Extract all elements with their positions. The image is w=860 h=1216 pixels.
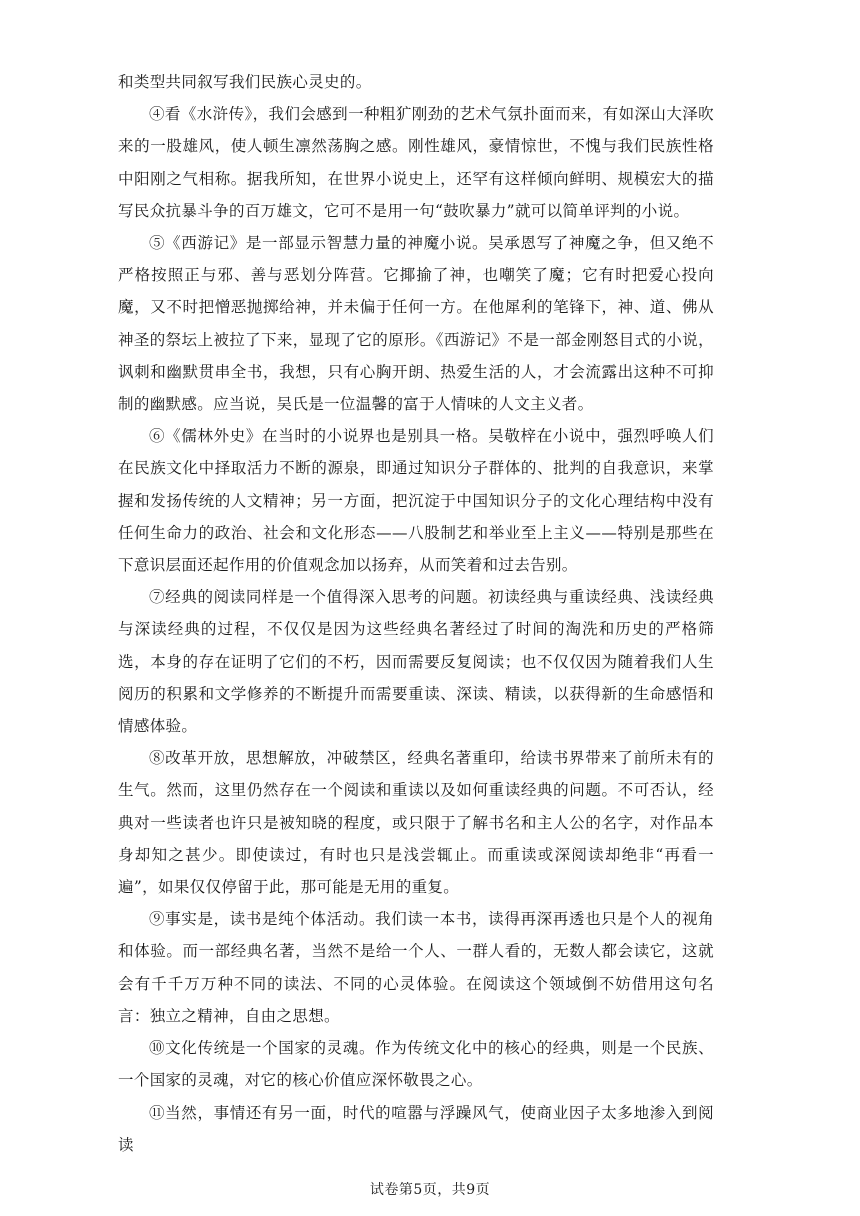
paragraph-7-reading-classics: ⑦经典的阅读同样是一个值得深入思考的问题。初读经典与重读经典、浅读经典与深读经典的过程，不仅仅是因为这些经典名著经过了时间的淘洗和历史的严格筛选，本身的存在证明了它们的不朽，因而需要反复阅读；也不仅仅因为随着我们人生阅历的积累和文学修养的不断提升而需要重读、深读、精读，以获得新的生命感悟和情感体验。: [118, 588, 714, 736]
paragraph-6-scholars: ⑥《儒林外史》在当时的小说界也是别具一格。吴敬梓在小说中，强烈呼唤人们在民族文化中择取活力不断的源泉，即通过知识分子群体的、批判的自我意识，来掌握和发扬传统的人文精神；另一方面，把沉淀于中国知识分子的文化心理结构中没有任何生命力的政治、社会和文化形态——八股制艺和举业至上主义——特别是那些在下意识层面还起作用的价值观念加以扬弃，从而笑着和过去告别。: [118, 427, 714, 575]
article-body: [118, 66, 714, 1161]
paragraph-8-reform: ⑧改革开放，思想解放，冲破禁区，经典名著重印，给读书界带来了前所未有的生气。然而，这里仍然存在一个阅读和重读以及如何重读经典的问题。不可否认，经典对一些读者也许只是被知晓的程度，或只限于了解书名和主人公的名字，对作品本身却知之甚少。即使读过，有时也只是浅尝辄止。而重读或深阅读却绝非“再看一遍”，如果仅仅停留于此，那可能是无用的重复。: [118, 749, 714, 897]
paragraph-11-however: ⑪当然，事情还有另一面，时代的喧嚣与浮躁风气，使商业因子太多地渗入到阅读: [118, 1103, 714, 1154]
page-footer: 试卷第5页，共9页: [369, 1182, 491, 1198]
paragraph-5-journey-to-the-west: ⑤《西游记》是一部显示智慧力量的神魔小说。吴承恩写了神魔之争，但又绝不严格按照正与邪、善与恶划分阵营。它揶揄了神，也嘲笑了魔；它有时把爱心投向魔，又不时把憎恶抛掷给神，并未偏于任何一方。在他犀利的笔锋下，神、道、佛从神圣的祭坛上被拉了下来，显现了它的原形。《西游记》不是一部金刚怒目式的小说，讽刺和幽默贯串全书，我想，只有心胸开朗、热爱生活的人，才会流露出这种不可抑制的幽默感。应当说，吴氏是一位温馨的富于人情味的人文主义者。: [118, 234, 714, 414]
paragraph-4-water-margin: ④看《水浒传》，我们会感到一种粗犷刚劲的艺术气氛扑面而来，有如深山大泽吹来的一股雄风，使人顿生凛然荡胸之感。刚性雄风，豪情惊世，不愧与我们民族性格中阳刚之气相称。据我所知，在世界小说史上，还罕有这样倾向鲜明、规模宏大的描写民众抗暴斗争的百万雄文，它可不是用一句“鼓吹暴力”就可以简单评判的小说。: [118, 105, 714, 220]
paragraph-continuation: 和类型共同叙写我们民族心灵史的。: [118, 73, 372, 91]
paragraph-9-individual-reading: ⑨事实是，读书是纯个体活动。我们读一本书，读得再深再透也只是个人的视角和体验。而一部经典名著，当然不是给一个人、一群人看的，无数人都会读它，这就会有千千万万种不同的读法、不同的心灵体验。在阅读这个领域倒不妨借用这句名言：独立之精神，自由之思想。: [118, 910, 714, 1025]
paragraph-10-cultural-tradition: ⑩文化传统是一个国家的灵魂。作为传统文化中的核心的经典，则是一个民族、一个国家的灵魂，对它的核心价值应深怀敬畏之心。: [118, 1039, 714, 1090]
